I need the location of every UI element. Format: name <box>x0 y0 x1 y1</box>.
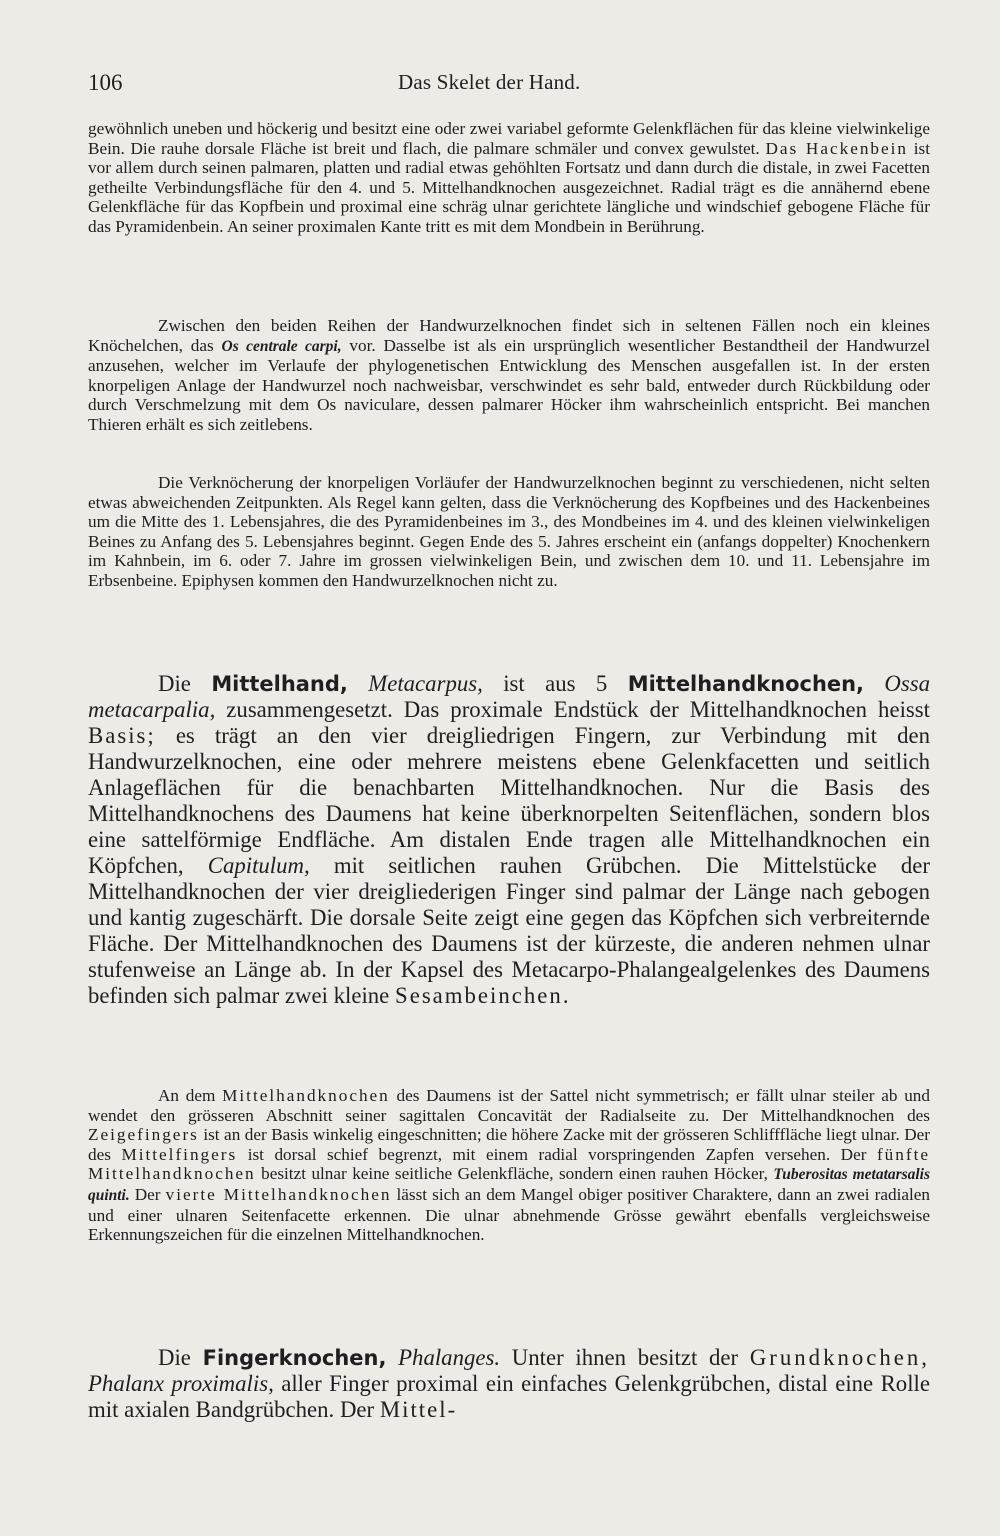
latin-capitulum: Capitulum, <box>207 853 310 878</box>
term-zeigefinger: Zeigefingers <box>88 1125 199 1145</box>
paragraph-os-centrale: Zwischen den beiden Reihen der Handwurzelknochen findet sich in seltenen Fällen noch ein kleines Knöchelchen, das Os centrale carpi, vor. Dasselbe ist als ein ursprünglich wesentlicher Bestandtheil der Handwurzel anzusehen, welcher im Verlaufe der phylogenetischen Entwicklung des Menschen ausgefallen ist. In der ersten knorpeligen Anlage der Handwurzel noch nachweisbar, verschwindet es sehr bald, entweder durch Rückbildung oder durch Verschmelzung mit dem Os naviculare, dessen palmarer Höcker ihm wahrscheinlich entspricht. Bei manchen Thieren erhält es sich zeitlebens. <box>88 316 930 434</box>
paragraph-fingerknochen: Die Fingerknochen, Phalanges. Unter ihnen besitzt der Grundknochen, Phalanx proximalis, aller Finger proximal ein einfaches Gelenkgrübchen, distal eine Rolle mit axialen Bandgrübchen. Der Mittel- <box>88 1345 930 1422</box>
latin-metacarpus: Metacarpus, <box>368 671 483 696</box>
paragraph-verknoecherung: Die Verknöcherung der knorpeligen Vorläufer der Handwurzelknochen beginnt zu verschiedenen, nicht selten etwas abweichenden Zeitpunkten. Als Regel kann gelten, dass die Verknöcherung des Kopfbeines und des Hackenbeines um die Mitte des 1. Lebensjahres, die des Pyramidenbeines im 3., des Mondbeines im 4. und des kleinen vielwinkeligen Beines zu Anfang des 5. Lebensjahres beginnt. Gegen Ende des 5. Jahres erscheint ein (anfangs doppelter) Knochenkern im Kahnbein, im 6. oder 7. Jahre im grossen vielwinkeligen Bein, und zwischen dem 10. und 11. Lebensjahre im Erbsenbeine. Epiphysen kommen den Handwurzelknochen nicht zu. <box>88 473 930 590</box>
latin-phalanx-proximalis: Phalanx proximalis, <box>88 1371 274 1396</box>
paragraph-mittelhand: Die Mittelhand, Metacarpus, ist aus 5 Mittelhandknochen, Ossa metacarpalia, zusammengesetzt. Das proximale Endstück der Mittelhandknochen heisst Basis; es trägt an den vier dreigliedrigen Fingern, zur Verbindung mit den Handwurzelknochen, eine oder mehrere meistens ebene Gelenkfacetten und seitlich Anlageflächen für die benachbarten Mittelhandknochen. Nur die Basis des Mittelhandknochens des Daumens hat keine überknorpelten Seitenflächen, sondern blos eine sattelförmige Endfläche. Am distalen Ende tragen alle Mittelhandknochen ein Köpfchen, Capitulum, mit seitlichen rauhen Grübchen. Die Mittelstücke der Mittelhandknochen der vier dreigliederigen Finger sind palmar der Länge nach gebogen und kantig zugeschärft. Die dorsale Seite zeigt eine gegen das Köpfchen sich verbreiternde Fläche. Der Mittelhandknochen des Daumens ist der kürzeste, die anderen nehmen ulnar stufenweise an Länge ab. In der Kapsel des Metacarpo-Phalangealgelenkes des Daumens befinden sich palmar zwei kleine Sesambeinchen. <box>88 671 931 1008</box>
term-fingerknochen: Fingerknochen, <box>202 1346 387 1370</box>
page-header <box>88 70 938 104</box>
term-basis: Basis; <box>88 723 156 748</box>
latin-ossa-metacarpalia: Ossa metacarpalia, <box>88 671 931 722</box>
term-sesambeinchen: Sesambeinchen. <box>395 983 571 1008</box>
paragraph-mittelhandknochen-details: An dem Mittelhandknochen des Daumens ist der Sattel nicht symmetrisch; er fällt ulnar steiler ab und wendet den grösseren Abschnitt seiner sagittalen Concavität der Radialseite zu. Der Mittelhandknochen des Zeigefingers ist an der Basis winkelig eingeschnitten; die höhere Zacke mit der grösseren Schlifffläche liegt ulnar. Der des Mittelfingers ist dorsal schief begrenzt, mit einem radial vorspringenden Zapfen versehen. Der fünfte Mittelhandknochen besitzt ulnar keine seitliche Gelenkfläche, sondern einen rauhen Höcker, Tuberositas metatarsalis quinti. Der vierte Mittelhandknochen lässt sich an dem Mangel obiger positiver Charaktere, dann an zwei radialen und einer ulnaren Seitenfacette erkennen. Die ulnar abnehmende Grösse gewährt ebenfalls vergleichsweise Erkennungszeichen für die einzelnen Mittelhandknochen. <box>88 1086 931 1245</box>
term-os-centrale: Os centrale carpi, <box>221 337 342 355</box>
page-number: 106 <box>88 70 123 95</box>
term-mittelhandknochen: Mittelhandknochen, <box>627 672 864 696</box>
term-mittelfinger: Mittelfingers <box>121 1144 238 1164</box>
term-grundknochen: Grundknochen, <box>749 1345 930 1370</box>
latin-tuberositas: Tuberositas metatarsalis quinti. <box>88 1166 931 1204</box>
term-mittelhandknochen-daumen: Mittelhandknochen <box>222 1086 390 1105</box>
latin-phalanges: Phalanges. <box>398 1345 501 1370</box>
term-vierter-mittelhandknochen: vierte Mittelhandknochen <box>165 1184 392 1204</box>
term-hackenbein: Das Hackenbein <box>765 138 909 158</box>
running-title: Das Skelet der Hand. <box>398 70 581 94</box>
paragraph-hackenbein: gewöhnlich uneben und höckerig und besitzt eine oder zwei variabel geformte Gelenkflächen für das kleine vielwinkelige Bein. Die rauhe dorsale Fläche ist breit und flach, die palmare schmäler und convex gewulstet. Das Hackenbein ist vor allem durch seinen palmaren, platten und radial etwas gehöhlten Fortsatz und dann durch die distale, in zwei Facetten getheilte Verbindungsfläche für den 4. und 5. Mittelhandknochen ausgezeichnet. Radial trägt es die annähernd ebene Gelenkfläche für das Kopfbein und proximal eine schräg ulnar gerichtete längliche und windschief gebogene Fläche für das Pyramidenbein. An seiner proximalen Kante tritt es mit dem Mondbein in Berührung. <box>88 119 930 236</box>
term-fuenfter-mittelhandknochen: fünfte Mittelhandknochen <box>88 1144 930 1184</box>
term-mittelhand: Mittelhand, <box>211 672 348 696</box>
term-mittel: Mittel- <box>379 1397 458 1422</box>
